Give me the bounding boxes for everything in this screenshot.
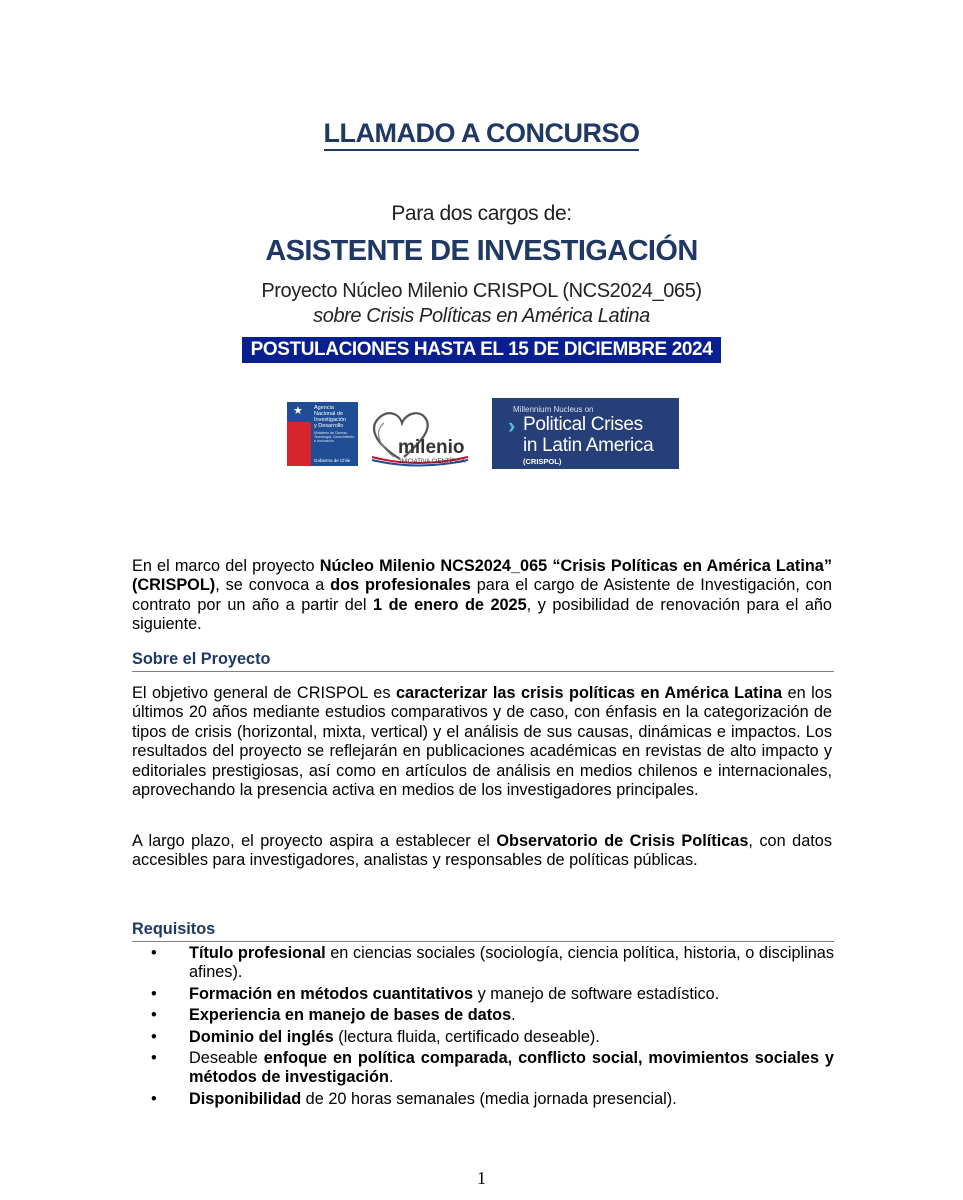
page-number: 1 [477,1168,486,1188]
long-term-paragraph: A largo plazo, el proyecto aspira a establecer el Observatorio de Crisis Políticas, con datos accesibles para investigadores, analistas y responsables de políticas públicas. [132,832,832,870]
section-heading-project: Sobre el Proyecto [132,650,834,672]
project-subtitle: sobre Crisis Políticas en América Latina [313,305,650,327]
crispol-logo [492,398,679,469]
position-title: ASISTENTE DE INVESTIGACIÓN [265,235,698,267]
intro-paragraph: En el marco del proyecto Núcleo Milenio NCS2024_065 “Crisis Políticas en América Latina” (CRISPOL), se convoca a dos profesionales para el cargo de Asistente de Investigación, con contrato por un año a partir del 1 de enero de 2025, y posibilidad de renovación para el año siguiente. [132,557,832,634]
milenio-logo [364,405,472,467]
anid-logo [287,402,358,466]
crispol-logo-top: Millennium Nucleus on [513,405,594,414]
positions-intro: Para dos cargos de: [391,202,572,225]
page-title: LLAMADO A CONCURSO [0,118,963,149]
project-line: Proyecto Núcleo Milenio CRISPOL (NCS2024_065) [261,280,702,302]
objective-paragraph: El objetivo general de CRISPOL es caracterizar las crisis políticas en América Latina en los últimos 20 años mediante estudios comparativos y de caso, con énfasis en la categorización de tipos de crisis (horizontal, mixta, vertical) y el análisis de sus causas, dinámicas e impactos. Los resultados del proyecto se reflejarán en publicaciones académicas en revistas de alto impacto y editoriales prestigiosas, así como en artículos de análisis en medios chilenos e internacionales, aprovechando la presencia activa en medios de los investigadores principales. [132,684,832,800]
anid-logo-text: Agencia Nacional de Investigación y Desarrollo Ministerio de Ciencia, Tecnología, Conocimiento e Innovación [314,405,355,443]
list-item: • Título profesional en ciencias sociales (sociología, ciencia política, historia, o disciplinas afines). [151,944,835,982]
list-item: • Deseable enfoque en política comparada, conflicto social, movimientos sociales y métodos de investigación. [151,1049,834,1087]
deadline-banner: POSTULACIONES HASTA EL 15 DE DICIEMBRE 2024 [242,337,721,363]
star-icon: ★ [293,405,303,417]
svg-text:milenio: milenio [398,437,465,458]
anid-logo-footer: Gobierno de Chile [314,458,351,463]
crispol-logo-tag: (CRISPOL) [523,457,562,466]
list-item: • Formación en métodos cuantitativos y manejo de software estadístico. [151,984,720,1003]
list-item: • Dominio del inglés (lectura fluida, certificado deseable). [151,1027,600,1046]
crispol-logo-line2: in Latin America [523,435,654,456]
list-item: • Experiencia en manejo de bases de datos. [151,1006,516,1025]
crispol-logo-line1: Political Crises [523,414,643,435]
list-item: • Disponibilidad de 20 horas semanales (media jornada presencial). [151,1089,677,1108]
requirements-list [132,944,834,1111]
milenio-heart-icon [364,405,472,467]
section-heading-requirements: Requisitos [132,920,834,942]
svg-text:INICIATIVA CIENTÍFICA: INICIATIVA CIENTÍFICA [400,459,465,465]
chevron-right-icon: › [508,413,516,438]
